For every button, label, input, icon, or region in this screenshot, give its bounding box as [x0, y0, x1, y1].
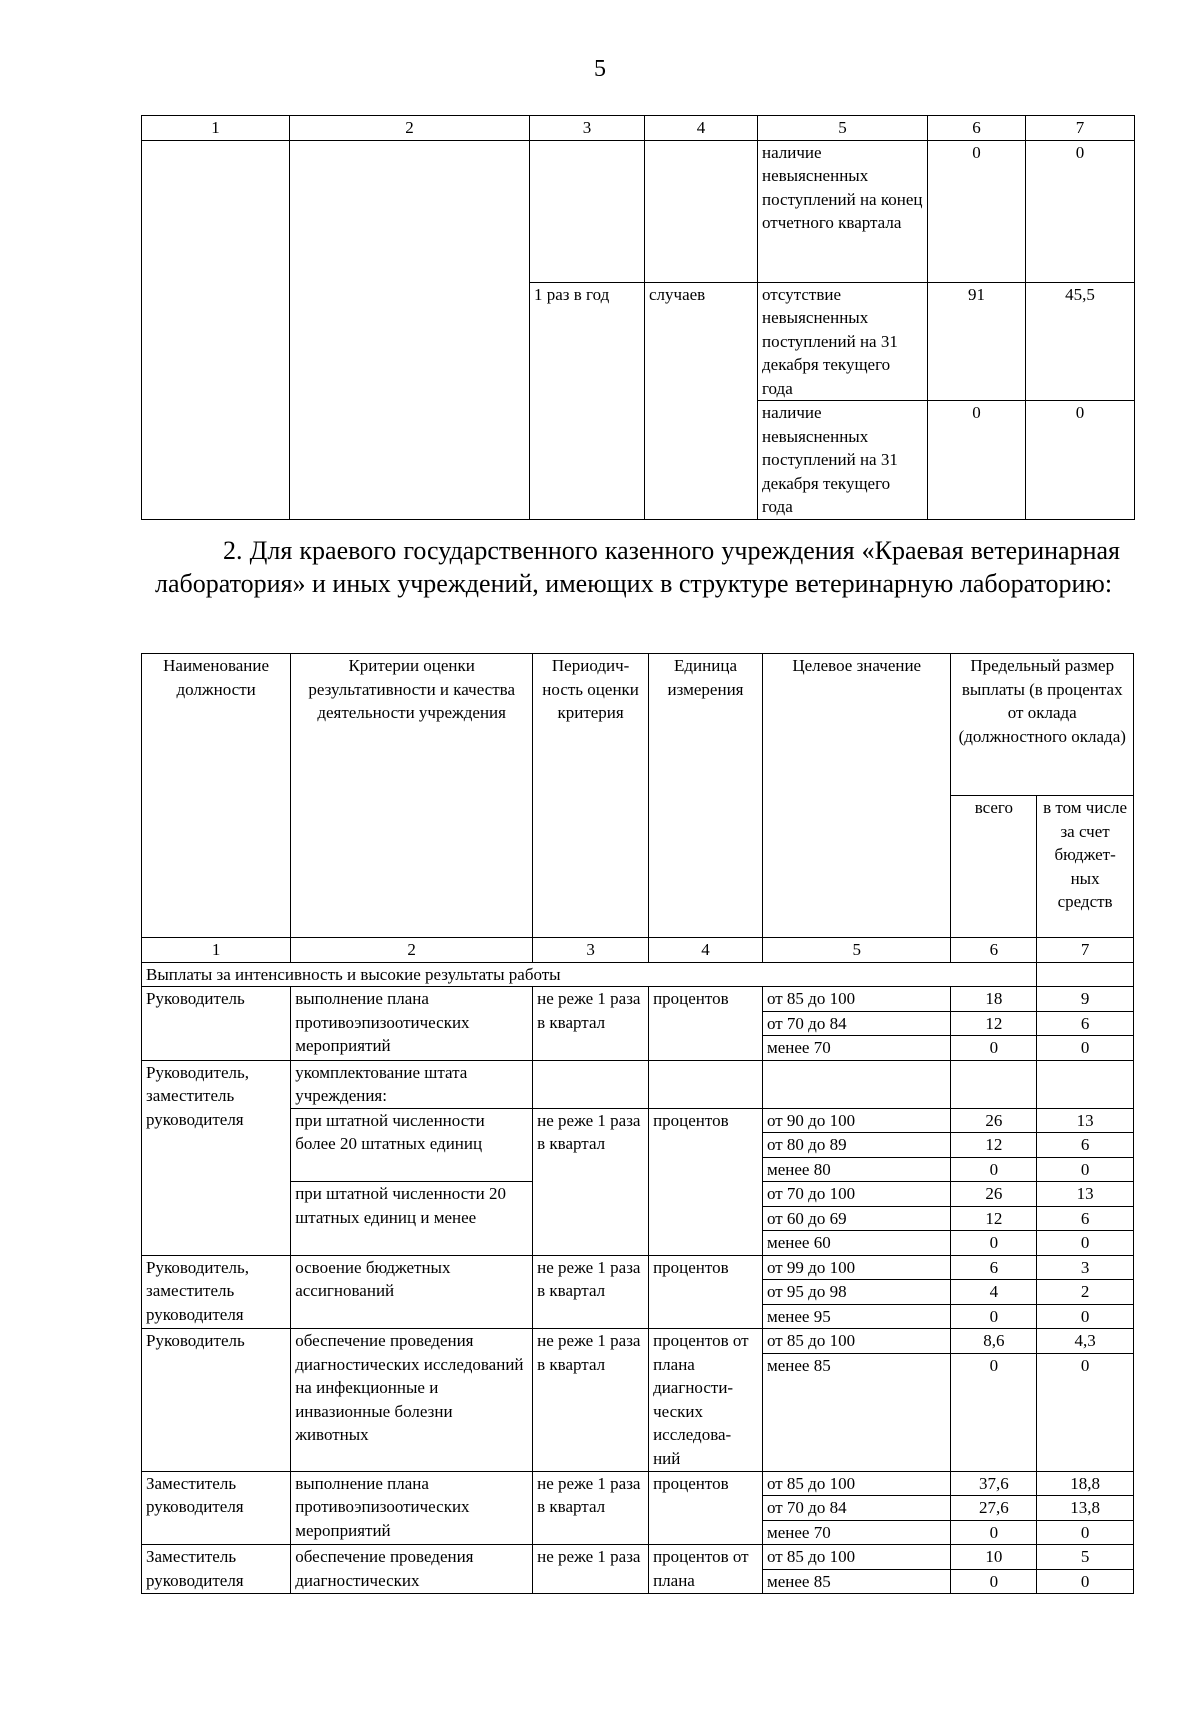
- col-num: 1: [142, 116, 290, 141]
- cell-total: 27,6: [951, 1496, 1037, 1521]
- cell-empty: [1037, 962, 1134, 987]
- header-criteria: Критерии оценки результативности и качества деятельности учреждения: [291, 654, 533, 938]
- cell-total: 0: [951, 1036, 1037, 1061]
- cell-budget: 5: [1037, 1545, 1134, 1570]
- cell-period: не реже 1 раза в квартал: [533, 1255, 649, 1329]
- cell-total: 26: [951, 1108, 1037, 1133]
- cell-period: не реже 1 раза в квартал: [533, 1471, 649, 1545]
- cell-empty: [290, 140, 530, 519]
- cell-criteria: обеспечение проведения диагностических исследований на инфекционные и инвазионные болезни животных: [291, 1329, 533, 1472]
- cell-budget: 0: [1037, 1036, 1134, 1061]
- cell-budget: 0: [1037, 1353, 1134, 1471]
- col-num: 5: [758, 116, 928, 141]
- cell-total: 18: [951, 987, 1037, 1012]
- table-row: [142, 140, 1135, 282]
- cell-empty: [1037, 1060, 1134, 1108]
- cell-empty: [142, 140, 290, 519]
- col-num: 3: [530, 116, 645, 141]
- cell-target: от 70 до 84: [762, 1496, 951, 1521]
- cell-budget: 13,8: [1037, 1496, 1134, 1521]
- page-number: 5: [594, 56, 606, 82]
- cell-period: не реже 1 раза в квартал: [533, 1329, 649, 1472]
- column-number-row: [142, 938, 1134, 963]
- section-row: [142, 962, 1134, 987]
- cell-target: менее 60: [762, 1231, 951, 1256]
- section-paragraph: 2. Для краевого государственного казенного учреждения «Краевая ветеринарная лаборатория» и иных учреждений, имеющих в структуре ветеринарную лабораторию:: [155, 536, 1120, 598]
- header-period: Периодич-ность оценки критерия: [533, 654, 649, 938]
- header-unit: Единица измерения: [649, 654, 763, 938]
- cell-empty: [951, 1060, 1037, 1108]
- cell-total: 91: [928, 282, 1026, 401]
- cell-position: Руководитель: [142, 1329, 291, 1472]
- cell-target: от 85 до 100: [762, 1545, 951, 1570]
- cell-position: Руководитель, заместитель руководителя: [142, 1060, 291, 1255]
- cell-target: менее 85: [762, 1569, 951, 1594]
- cell-target: от 70 до 100: [762, 1182, 951, 1207]
- header-max-payment: Предельный размер выплаты (в процентах от оклада (должностного оклада): [951, 654, 1134, 796]
- cell-target: от 90 до 100: [762, 1108, 951, 1133]
- cell-unit: случаев: [645, 282, 758, 519]
- cell-budget: 0: [1037, 1304, 1134, 1329]
- cell-criteria: выполнение плана противоэпизоотических мероприятий: [291, 1471, 533, 1545]
- cell-total: 4: [951, 1280, 1037, 1305]
- cell-budget: 0: [1037, 1520, 1134, 1545]
- cell-period: не реже 1 раза в квартал: [533, 1108, 649, 1255]
- cell-empty: [533, 1060, 649, 1108]
- cell-criteria: при штатной численности 20 штатных единиц и менее: [291, 1182, 533, 1256]
- cell-budget: 6: [1037, 1206, 1134, 1231]
- cell-target: менее 70: [762, 1036, 951, 1061]
- header-position: Наименование должности: [142, 654, 291, 938]
- cell-budget: 6: [1037, 1133, 1134, 1158]
- table-row: [142, 1545, 1134, 1570]
- cell-budget: 18,8: [1037, 1471, 1134, 1496]
- cell-period: [530, 140, 645, 282]
- cell-empty: [762, 1060, 951, 1108]
- cell-target: менее 70: [762, 1520, 951, 1545]
- col-num: 6: [928, 116, 1026, 141]
- cell-unit: процентов: [649, 1108, 763, 1255]
- cell-criteria: освоение бюджетных ассигнований: [291, 1255, 533, 1329]
- cell-target: от 85 до 100: [762, 1329, 951, 1354]
- col-num: 2: [290, 116, 530, 141]
- cell-target: от 60 до 69: [762, 1206, 951, 1231]
- cell-period: не реже 1 раза в квартал: [533, 987, 649, 1061]
- header-total: всего: [951, 796, 1037, 938]
- cell-period: не реже 1 раза: [533, 1545, 649, 1594]
- cell-target: менее 80: [762, 1157, 951, 1182]
- cell-target: от 85 до 100: [762, 1471, 951, 1496]
- cell-budget: 13: [1037, 1182, 1134, 1207]
- cell-budget: 3: [1037, 1255, 1134, 1280]
- cell-period: 1 раз в год: [530, 282, 645, 519]
- col-num: 2: [291, 938, 533, 963]
- table-row: [142, 987, 1134, 1012]
- cell-total: 0: [951, 1569, 1037, 1594]
- cell-criteria: обеспечение проведения диагностических: [291, 1545, 533, 1594]
- cell-unit: процентов: [649, 1471, 763, 1545]
- cell-total: 0: [951, 1353, 1037, 1471]
- cell-target: отсутствие невыясненных поступлений на 31 декабря текущего года: [758, 282, 928, 401]
- cell-unit: процентов: [649, 987, 763, 1061]
- cell-unit: процентов от плана: [649, 1545, 763, 1594]
- col-num: 4: [649, 938, 763, 963]
- col-num: 3: [533, 938, 649, 963]
- section-title: Выплаты за интенсивность и высокие результаты работы: [142, 962, 1037, 987]
- col-num: 5: [762, 938, 951, 963]
- cell-unit: [645, 140, 758, 282]
- header-target: Целевое значение: [762, 654, 951, 938]
- cell-budget: 45,5: [1026, 282, 1135, 401]
- cell-position: Руководитель: [142, 987, 291, 1061]
- cell-total: 0: [951, 1520, 1037, 1545]
- cell-budget: 13: [1037, 1108, 1134, 1133]
- table-row: [142, 1108, 1134, 1133]
- cell-total: 12: [951, 1011, 1037, 1036]
- cell-total: 26: [951, 1182, 1037, 1207]
- cell-target: наличие невыясненных поступлений на 31 декабря текущего года: [758, 401, 928, 520]
- cell-unit: процентов от плана диагности-ческих исследова-ний: [649, 1329, 763, 1472]
- cell-unit: процентов: [649, 1255, 763, 1329]
- table-row: [142, 1329, 1134, 1354]
- cell-criteria: при штатной численности более 20 штатных единиц: [291, 1108, 533, 1182]
- cell-target: от 80 до 89: [762, 1133, 951, 1158]
- column-number-row: [142, 116, 1135, 141]
- header-row: [142, 654, 1134, 796]
- cell-target: от 70 до 84: [762, 1011, 951, 1036]
- cell-budget: 0: [1026, 140, 1135, 282]
- header-budget: в том числе за счет бюджет-ных средств: [1037, 796, 1134, 938]
- cell-target: наличие невыясненных поступлений на конец отчетного квартала: [758, 140, 928, 282]
- cell-target: от 99 до 100: [762, 1255, 951, 1280]
- cell-total: 6: [951, 1255, 1037, 1280]
- cell-total: 0: [928, 140, 1026, 282]
- col-num: 4: [645, 116, 758, 141]
- table-row: [142, 1471, 1134, 1496]
- cell-budget: 6: [1037, 1011, 1134, 1036]
- cell-criteria: выполнение плана противоэпизоотических мероприятий: [291, 987, 533, 1061]
- cell-target: менее 95: [762, 1304, 951, 1329]
- cell-budget: 4,3: [1037, 1329, 1134, 1354]
- cell-total: 8,6: [951, 1329, 1037, 1354]
- criteria-table: [141, 653, 1134, 1594]
- cell-position: Заместитель руководителя: [142, 1471, 291, 1545]
- cell-budget: 2: [1037, 1280, 1134, 1305]
- cell-position: Руководитель, заместитель руководителя: [142, 1255, 291, 1329]
- table-row: [142, 1060, 1134, 1108]
- cell-total: 37,6: [951, 1471, 1037, 1496]
- cell-budget: 0: [1037, 1231, 1134, 1256]
- cell-total: 10: [951, 1545, 1037, 1570]
- cell-total: 0: [951, 1304, 1037, 1329]
- cell-budget: 0: [1037, 1569, 1134, 1594]
- col-num: 6: [951, 938, 1037, 963]
- cell-criteria: укомплектование штата учреждения:: [291, 1060, 533, 1108]
- cell-total: 12: [951, 1206, 1037, 1231]
- table-row: [142, 1255, 1134, 1280]
- cell-budget: 9: [1037, 987, 1134, 1012]
- cell-budget: 0: [1026, 401, 1135, 520]
- cell-empty: [649, 1060, 763, 1108]
- cell-position: Заместитель руководителя: [142, 1545, 291, 1594]
- col-num: 1: [142, 938, 291, 963]
- cell-target: от 85 до 100: [762, 987, 951, 1012]
- cell-total: 12: [951, 1133, 1037, 1158]
- cell-total: 0: [951, 1231, 1037, 1256]
- col-num: 7: [1026, 116, 1135, 141]
- cell-total: 0: [928, 401, 1026, 520]
- continuation-table: [141, 115, 1135, 520]
- cell-total: 0: [951, 1157, 1037, 1182]
- col-num: 7: [1037, 938, 1134, 963]
- cell-target: менее 85: [762, 1353, 951, 1471]
- cell-budget: 0: [1037, 1157, 1134, 1182]
- cell-target: от 95 до 98: [762, 1280, 951, 1305]
